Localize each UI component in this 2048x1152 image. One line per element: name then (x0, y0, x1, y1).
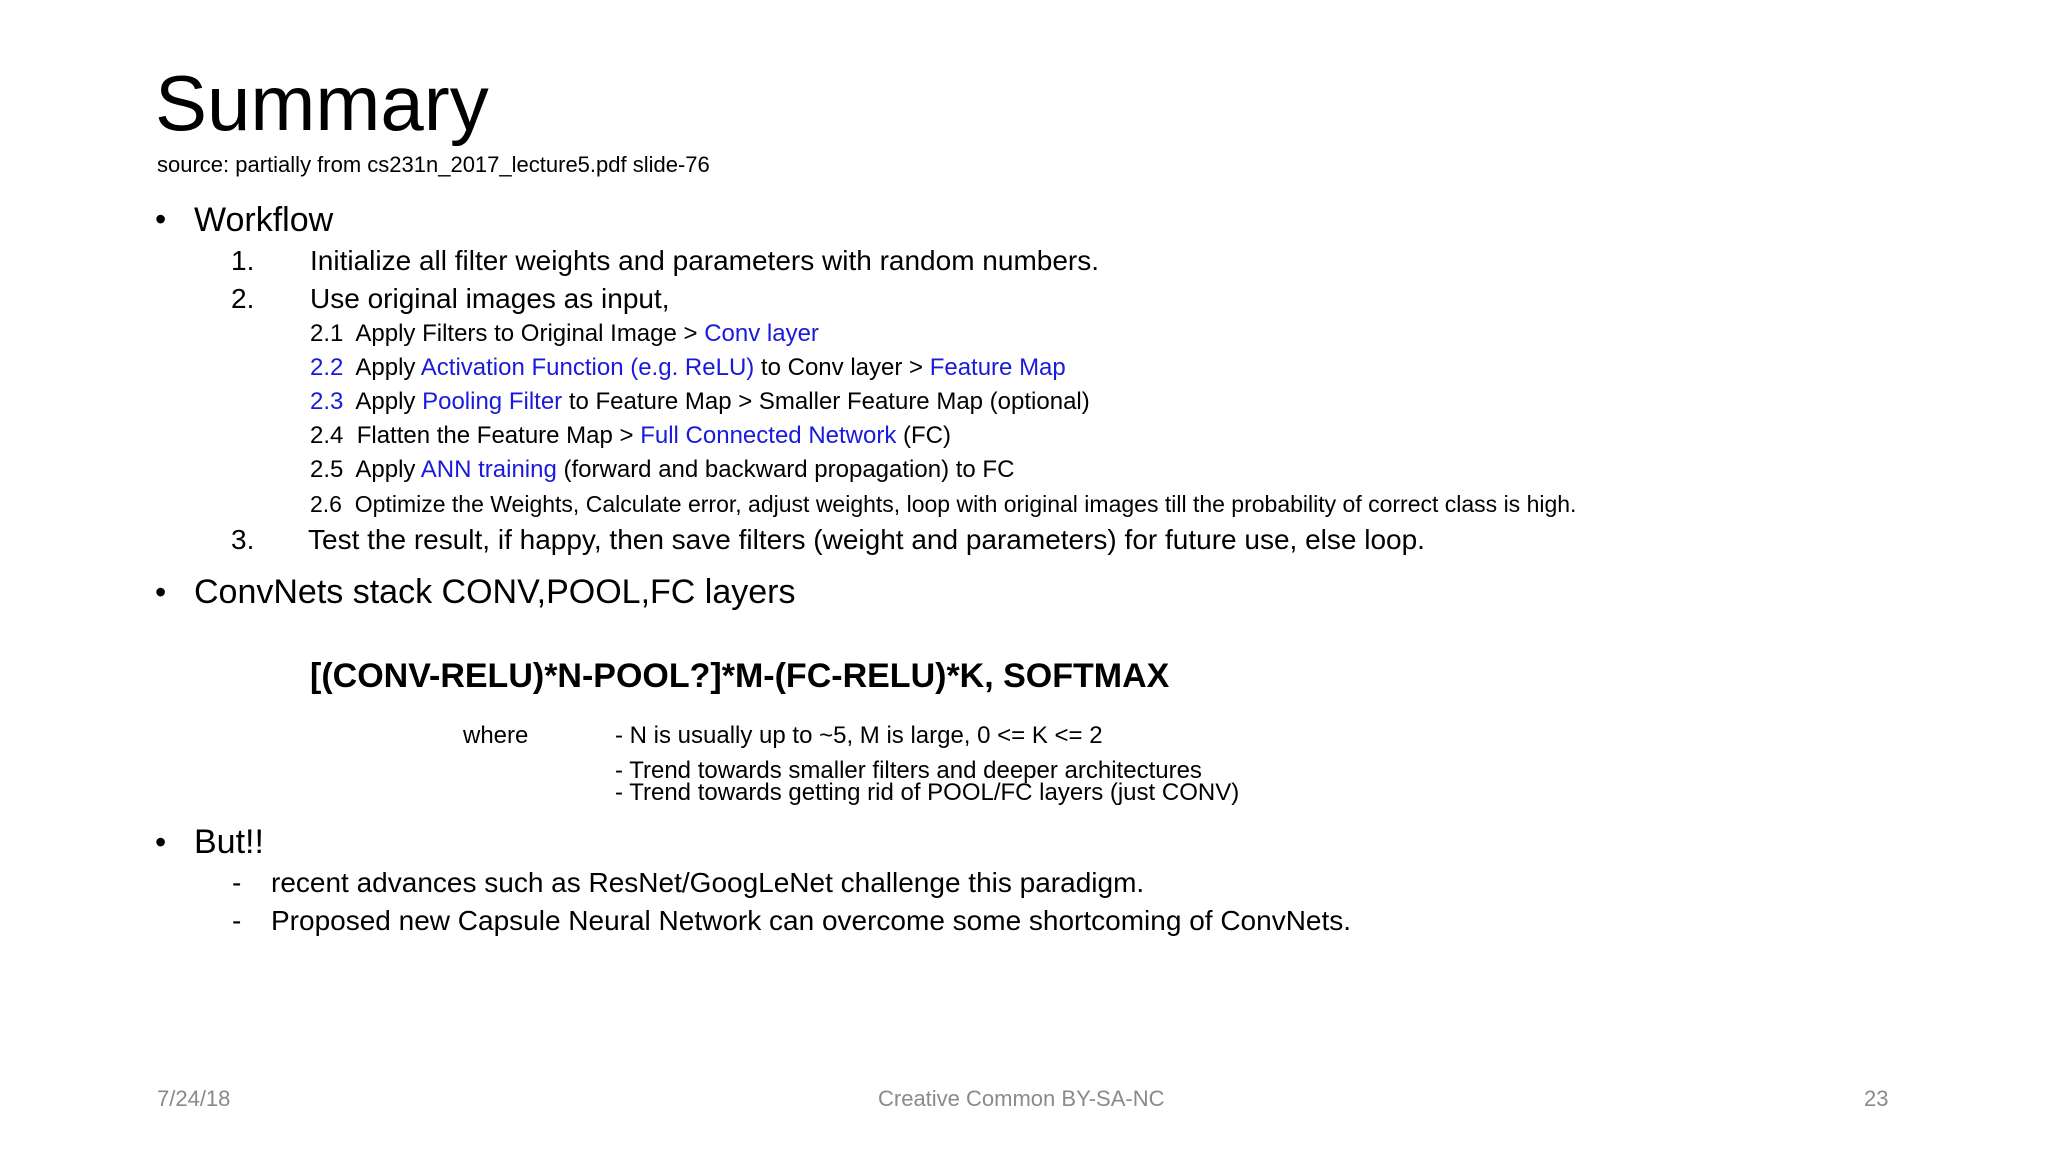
note-line: - N is usually up to ~5, M is large, 0 <= K <= 2 (615, 722, 1103, 749)
but-item: recent advances such as ResNet/GoogLeNet challenge this paradigm. (271, 867, 1145, 898)
workflow-heading: Workflow (194, 201, 334, 239)
source-note: source: partially from cs231n_2017_lecture5.pdf slide-76 (157, 152, 710, 177)
substep-text: to Conv layer > (754, 354, 930, 381)
substep-number: 2.3 (310, 388, 344, 415)
substep-text: Optimize the Weights, Calculate error, adjust weights, loop with original images till the probability of correct class is high. (354, 491, 1577, 517)
substep-highlight: Activation Function (e.g. ReLU) (420, 354, 755, 381)
but-item: Proposed new Capsule Neural Network can overcome some shortcoming of ConvNets. (271, 905, 1352, 936)
but-heading: But!! (194, 823, 264, 861)
footer-license: Creative Common BY-SA-NC (878, 1086, 1165, 1111)
substep-highlight: Conv layer (704, 320, 819, 347)
substep-item (310, 420, 951, 452)
substep-text: Apply (355, 456, 421, 483)
slide-title: Summary (155, 59, 489, 147)
substep-item (310, 386, 1090, 418)
step-number: 1. (231, 245, 255, 276)
footer-page-number: 23 (1864, 1086, 1889, 1111)
substep-text: (forward and backward propagation) to FC (556, 456, 1015, 483)
substep-number: 2.1 (310, 320, 344, 347)
substep-text: (FC) (896, 422, 951, 449)
substep-text: Apply (355, 388, 423, 415)
step-text: Test the result, if happy, then save filters (weight and parameters) for future use, else loop. (308, 524, 1425, 555)
substep-number: 2.2 (310, 354, 344, 381)
note-line: - Trend towards getting rid of POOL/FC layers (just CONV) (615, 779, 1240, 806)
footer-date: 7/24/18 (157, 1086, 231, 1111)
substep-text: Flatten the Feature Map > (356, 422, 641, 449)
substep-item (310, 352, 1066, 384)
substep-number: 2.4 (310, 422, 344, 449)
bullet-icon: • (155, 574, 167, 610)
dash-marker: - (232, 867, 242, 898)
substep-number: 2.5 (310, 456, 344, 483)
substep-item (310, 488, 1576, 520)
dash-marker: - (232, 905, 242, 936)
where-label: where (463, 722, 529, 749)
convnets-heading: ConvNets stack CONV,POOL,FC layers (194, 573, 796, 611)
substep-highlight: ANN training (420, 456, 557, 483)
substep-item (310, 454, 1014, 486)
architecture-formula: [(CONV-RELU)*N-POOL?]*M-(FC-RELU)*K, SOFTMAX (310, 657, 1170, 695)
substep-item (310, 318, 819, 350)
bullet-icon: • (155, 201, 167, 237)
bullet-icon: • (155, 824, 167, 860)
step-text: Initialize all filter weights and parameters with random numbers. (310, 245, 1100, 276)
substep-highlight: Full Connected Network (640, 422, 897, 449)
substep-text: Apply Filters to Original Image > (355, 320, 705, 347)
substep-highlight: Pooling Filter (422, 388, 563, 415)
step-number: 3. (231, 524, 255, 555)
step-number: 2. (231, 283, 255, 314)
substep-highlight: Feature Map (929, 354, 1066, 381)
substep-number: 2.6 (310, 491, 342, 517)
substep-text: to Feature Map > Smaller Feature Map (optional) (562, 388, 1090, 415)
note-line: - Trend towards smaller filters and deeper architectures (615, 757, 1202, 784)
substep-text: Apply (355, 354, 421, 381)
step-text: Use original images as input, (310, 283, 670, 314)
